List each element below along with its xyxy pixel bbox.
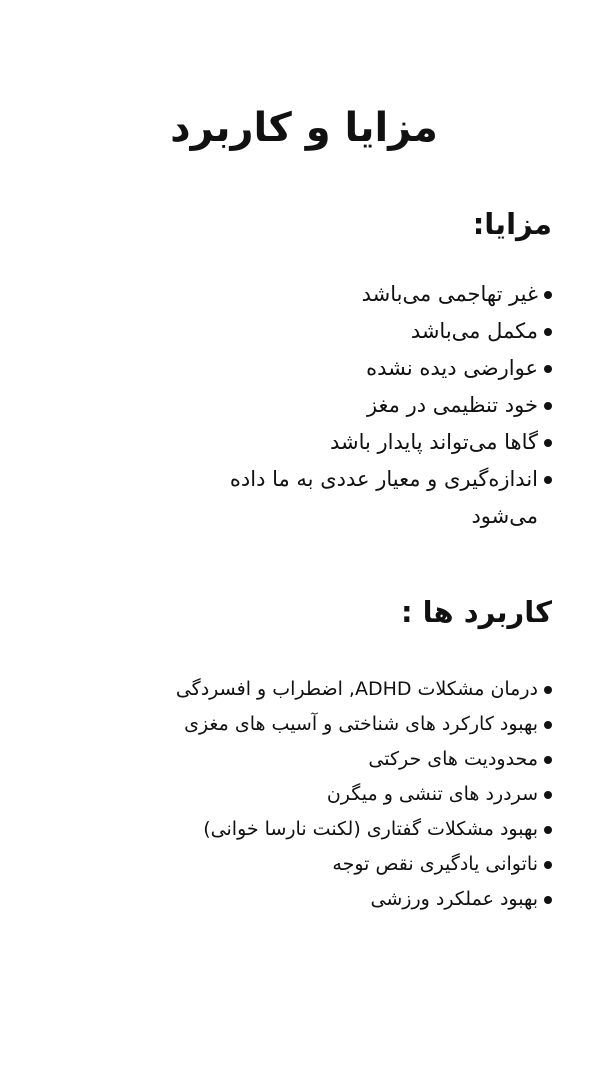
advantage-item-non-invasive: غیر تهاجمی می‌باشد <box>52 276 552 313</box>
use-item-adhd-anxiety-depression: درمان مشکلات ADHD, اضطراب و افسردگی <box>52 672 552 707</box>
use-item-speech-problems: بهبود مشکلات گفتاری (لکنت نارسا خوانی) <box>52 812 552 847</box>
advantage-item-measurement: اندازه‌گیری و معیار عددی به ما داده می‌شود <box>198 461 552 535</box>
advantage-item-self-regulation: خود تنظیمی در مغز <box>52 387 552 424</box>
uses-list <box>52 672 552 917</box>
uses-heading: کاربرد ها : <box>400 595 552 629</box>
advantages-list <box>52 276 552 535</box>
use-item-headache-migraine: سردرد های تنشی و میگرن <box>52 777 552 812</box>
use-item-sports-performance: بهبود عملکرد ورزشی <box>52 882 552 917</box>
use-item-learning-attention: ناتوانی یادگیری نقص توجه <box>52 847 552 882</box>
advantage-item-complementary: مکمل می‌باشد <box>52 313 552 350</box>
advantage-item-lasting: گاها می‌تواند پایدار باشد <box>52 424 552 461</box>
advantages-heading: مزایا: <box>472 207 552 241</box>
use-item-motor-limitations: محدودیت های حرکتی <box>52 742 552 777</box>
advantage-item-no-side-effects: عوارضی دیده نشده <box>52 350 552 387</box>
use-item-cognitive-brain-injury: بهبود کارکرد های شناختی و آسیب های مغزی <box>52 707 552 742</box>
page-title: مزایا و کاربرد <box>170 105 438 151</box>
